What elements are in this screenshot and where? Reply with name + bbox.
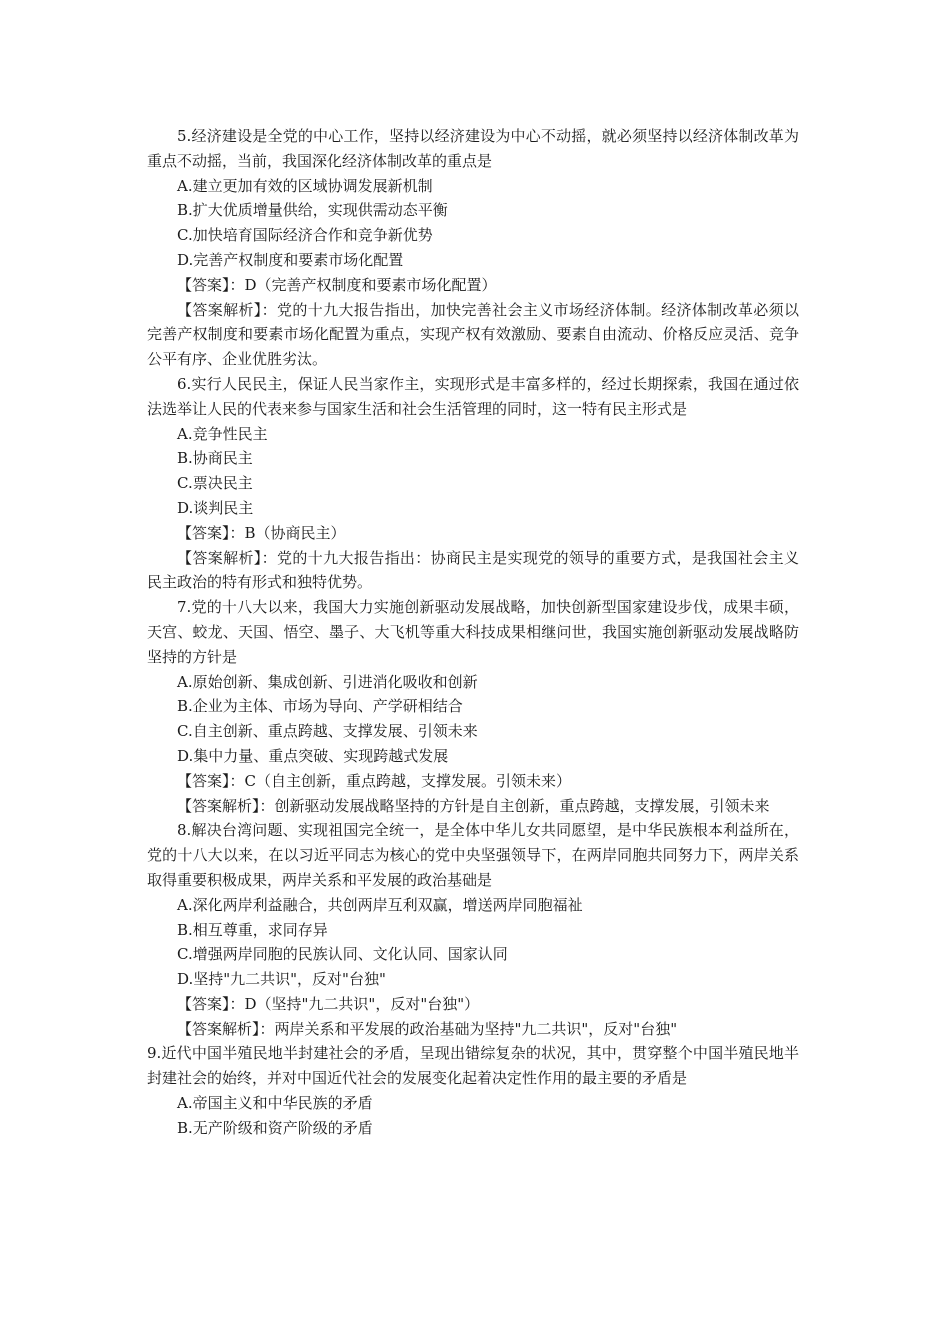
question-8-option-c: C.增强两岸同胞的民族认同、文化认同、国家认同 bbox=[177, 945, 508, 964]
question-7-analysis: 【答案解析】：创新驱动发展战略坚持的方针是自主创新，重点跨越，支撑发展，引领未来 bbox=[177, 796, 770, 815]
question-8-option-a: A.深化两岸利益融合，共创两岸互利双赢，增送两岸同胞福祉 bbox=[177, 895, 583, 914]
question-9-option-b: B.无产阶级和资产阶级的矛盾 bbox=[177, 1118, 373, 1137]
question-5-analysis: 【答案解析】：党的十九大报告指出，加快完善社会主义市场经济体制。经济体制改革必须以完善产权制度和要素市场化配置为重点，实现产权有效激励、要素自由流动、价格反应灵活、竞争公平有序、企业优胜劣汰。 bbox=[147, 300, 799, 369]
question-6-option-d: D.谈判民主 bbox=[177, 498, 254, 517]
question-6-option-a: A.竞争性民主 bbox=[177, 424, 268, 443]
question-8-option-d: D.坚持"九二共识"，反对"台独" bbox=[177, 970, 386, 989]
question-6-analysis: 【答案解析】：党的十九大报告指出：协商民主是实现党的领导的重要方式，是我国社会主义民主政治的特有形式和独特优势。 bbox=[147, 548, 799, 592]
question-7-option-b: B.企业为主体、市场为导向、产学研相结合 bbox=[177, 697, 463, 716]
question-6-answer: 【答案】：B（协商民主） bbox=[177, 523, 346, 542]
question-5-stem: 5.经济建设是全党的中心工作，坚持以经济建设为中心不动摇，就必须坚持以经济体制改革为重点不动摇，当前，我国深化经济体制改革的重点是 bbox=[147, 127, 799, 170]
question-5-option-a: A.建立更加有效的区域协调发展新机制 bbox=[177, 176, 433, 195]
question-6-stem: 6.实行人民民主，保证人民当家作主，实现形式是丰富多样的，经过长期探索，我国在通过依法选举让人民的代表来参与国家生活和社会生活管理的同时，这一特有民主形式是 bbox=[147, 374, 799, 418]
question-8-analysis: 【答案解析】：两岸关系和平发展的政治基础为坚持"九二共识"，反对"台独" bbox=[177, 1019, 678, 1038]
question-5-option-b: B.扩大优质增量供给，实现供需动态平衡 bbox=[177, 201, 448, 220]
question-9-stem: 9.近代中国半殖民地半封建社会的矛盾，呈现出错综复杂的状况，其中，贯穿整个中国半殖民地半封建社会的始终，并对中国近代社会的发展变化起着决定性作用的最主要的矛盾是 bbox=[147, 1044, 799, 1088]
question-6-option-b: B.协商民主 bbox=[177, 449, 253, 468]
question-7-option-a: A.原始创新、集成创新、引进消化吸收和创新 bbox=[177, 672, 478, 691]
question-7-stem: 7.党的十八大以来，我国大力实施创新驱动发展战略，加快创新型国家建设步伐，成果丰硕，天宫、蛟龙、天国、悟空、墨子、大飞机等重大科技成果相继问世，我国实施创新驱动发展战略防坚持的方针是 bbox=[147, 598, 799, 666]
question-6-option-c: C.票决民主 bbox=[177, 474, 253, 493]
document-body bbox=[147, 124, 799, 1141]
question-5-answer: 【答案】：D（完善产权制度和要素市场化配置） bbox=[177, 275, 497, 294]
question-5-option-d: D.完善产权制度和要素市场化配置 bbox=[177, 250, 404, 269]
question-9-option-a: A.帝国主义和中华民族的矛盾 bbox=[177, 1094, 373, 1113]
question-7-option-c: C.自主创新、重点跨越、支撑发展、引领未来 bbox=[177, 722, 478, 741]
question-8-option-b: B.相互尊重，求同存异 bbox=[177, 920, 328, 939]
question-7-answer: 【答案】：C（自主创新，重点跨越，支撑发展。引领未来） bbox=[177, 771, 571, 790]
question-8-stem: 8.解决台湾问题、实现祖国完全统一，是全体中华儿女共同愿望，是中华民族根本利益所在，党的十八大以来，在以习近平同志为核心的党中央坚强领导下，在两岸同胞共同努力下，两岸关系取得重要积极成果，两岸关系和平发展的政治基础是 bbox=[147, 821, 799, 889]
question-7-option-d: D.集中力量、重点突破、实现跨越式发展 bbox=[177, 746, 449, 765]
question-8-answer: 【答案】：D（坚持"九二共识"，反对"台独"） bbox=[177, 994, 480, 1013]
question-5-option-c: C.加快培育国际经济合作和竞争新优势 bbox=[177, 226, 433, 245]
